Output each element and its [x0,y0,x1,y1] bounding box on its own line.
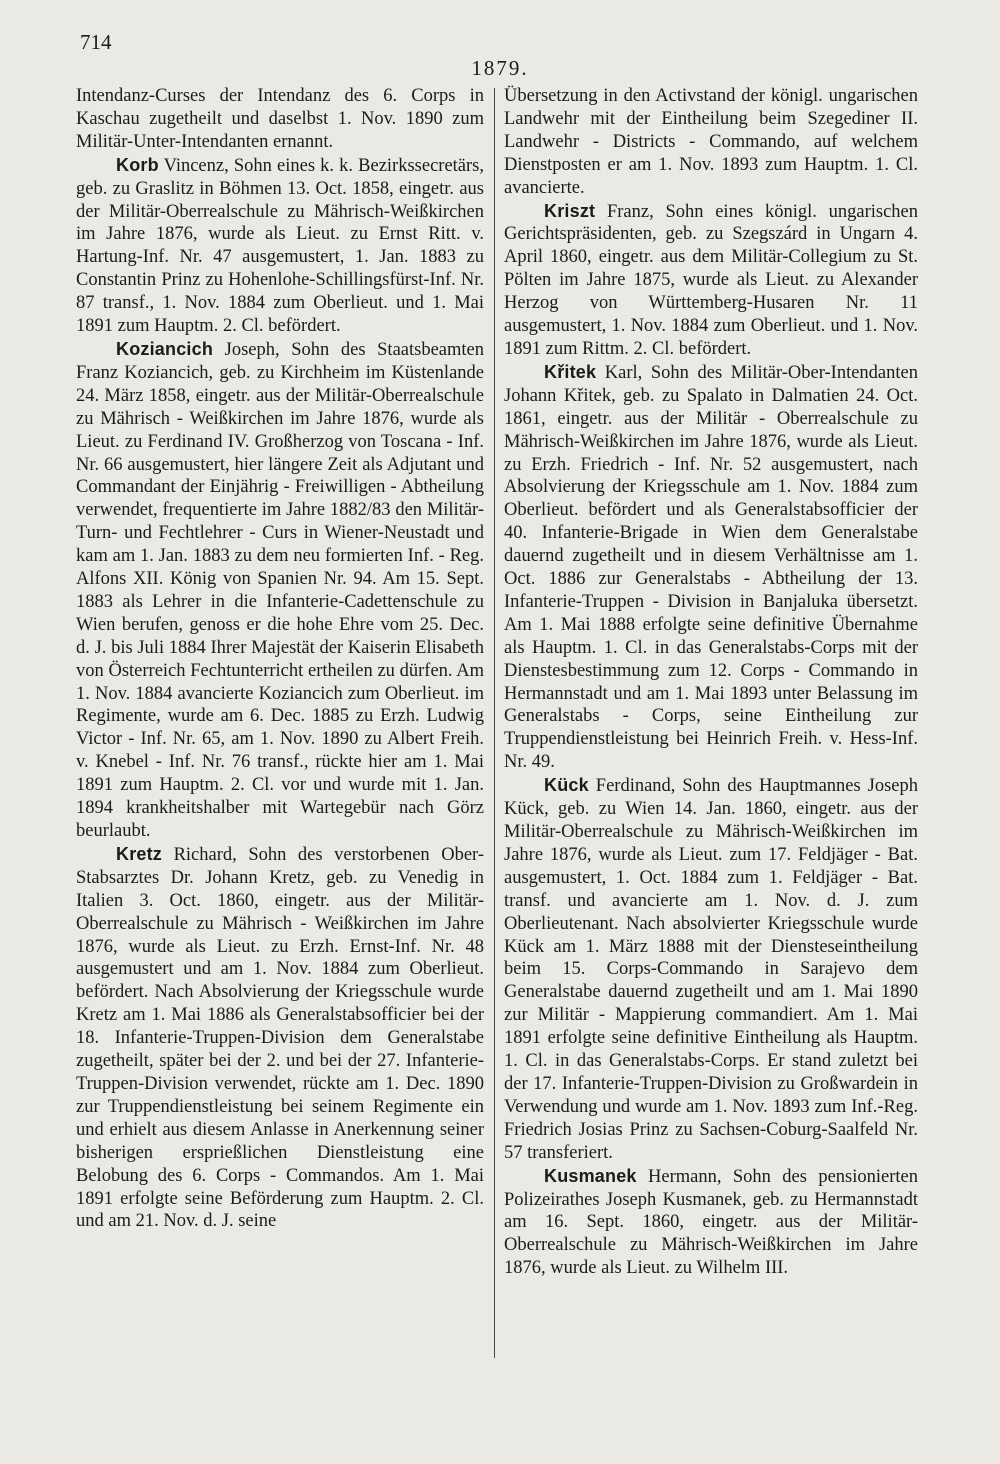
right-column [504,84,918,1280]
entry-text: Joseph, Sohn des Staatsbeamten Franz Koziancich, geb. zu Kirchheim im Küstenlande 24. März 1858, eingetr. aus der Militär-Oberrealschule zu Mährisch - Weißkirchen im Jahre 1876, wurde als Lieut. zu Ferdinand IV. Großherzog von Toscana - Inf. Nr. 66 ausgemustert, hier längere Zeit als Adjutant und Commandant der Einjährig - Freiwilligen - Abtheilung verwendet, frequentierte im Jahre 1882/83 den Militär-Turn- und Fechtlehrer - Curs in Wiener-Neustadt und kam am 1. Jan. 1883 zu dem neu formierten Inf. - Reg. Alfons XII. König von Spanien Nr. 94. Am 15. Sept. 1883 als Lehrer in die Infanterie-Cadettenschule zu Wien berufen, genoss er die hohe Ehre vom 25. Dec. d. J. bis Juli 1884 Ihrer Majestät der Kaiserin Elisabeth von Österreich Fechtunterricht ertheilen zu dürfen. Am 1. Nov. 1884 avancierte Koziancich zum Oberlieut. im Regimente, wurde am 6. Dec. 1885 zu Erzh. Ludwig Victor - Inf. Nr. 65, am 1. Nov. 1890 zu Albert Freih. v. Knebel - Inf. Nr. 76 transf., rückte hier am 1. Mai 1891 zum Hauptm. 2. Cl. vor und wurde mit 1. Jan. 1894 krankheitshalber mit Wartegebür nach Görz beurlaubt. [76,339,484,841]
entry-text: Hermann, Sohn des pensionierten Polizeirathes Joseph Kusmanek, geb. zu Hermannstadt am 16. Sept. 1860, eingetr. aus der Militär-Oberrealschule zu Mährisch-Weißkirchen im Jahre 1876, wurde als Lieut. zu Wilhelm III. [504,1166,918,1279]
entry-continuation [504,84,918,200]
entry-text: Ferdinand, Sohn des Hauptmannes Joseph Kück, geb. zu Wien 14. Jan. 1860, eingetr. aus der Militär-Oberrealschule zu Mährisch-Weißkirchen im Jahre 1876, wurde als Lieut. zum 17. Feldjäger - Bat. ausgemustert, 1. Oct. 1884 zum 1. Feldjäger - Bat. transf. und avancierte am 1. Nov. d. J. zum Oberlieutenant. Nach absolvierter Kriegsschule wurde Kück am 1. März 1888 mit der Diensteseintheilung beim 15. Corps-Commando in Sarajevo dem Generalstabe dauernd zugetheilt und am 1. Mai 1890 zur Militär - Mappierung commandiert. Am 1. Mai 1891 erfolgte seine definitive Eintheilung als Hauptm. 1. Cl. in das Generalstabs-Corps. Er stand zuletzt bei der 17. Infanterie-Truppen-Division zu Großwardein in Verwendung und wurde am 1. Nov. 1893 zum Inf.-Reg. Friedrich Josias Prinz zu Sachsen-Coburg-Saalfeld Nr. 57 transferiert. [504,776,918,1163]
entry-text: Richard, Sohn des verstorbenen Ober-Stabsarztes Dr. Johann Kretz, geb. zu Venedig in Italien 3. Oct. 1860, eingetr. aus der Militär-Oberrealschule zu Mährisch - Weißkirchen im Jahre 1876, wurde als Lieut. zu Erzh. Ernst-Inf. Nr. 48 ausgemustert und am 1. Nov. 1884 zum Oberlieut. befördert. Nach Absolvierung der Kriegsschule wurde Kretz am 1. Mai 1886 als Generalstabsofficier bei der 18. Infanterie-Truppen-Division dem Generalstabe zugetheilt, später bei der 2. und bei der 27. Infanterie-Truppen-Division verwendet, rückte am 1. Dec. 1890 zur Truppendienstleistung bei seinem Regimente ein und erhielt aus diesem Anlasse in Anerkennung seiner bisherigen ersprießlichen Dienstleistung eine Belobung des 6. Corps - Commandos. Am 1. Mai 1891 erfolgte seine Beförderung zum Hauptm. 2. Cl. und am 21. Nov. d. J. seine [76,844,484,1232]
entry-korb [76,154,484,338]
column-divider [494,88,495,1358]
entry-name: Korb [116,154,159,175]
entry-name: Koziancich [116,338,214,359]
entry-kritek [504,361,918,774]
page-year-header: 1879. [471,56,529,80]
entry-name: Kriszt [544,200,596,221]
entry-name: Křitek [544,361,597,382]
entry-text: Vincenz, Sohn eines k. k. Bezirkssecretärs, geb. zu Graslitz in Böhmen 13. Oct. 1858, eingetr. aus der Militär-Oberrealschule zu Mährisch-Weißkirchen im Jahre 1876, wurde als Lieut. zu Ernst Ritt. v. Hartung-Inf. Nr. 47 ausgemustert, 1. Jan. 1883 zu Constantin Prinz zu Hohenlohe-Schillingsfürst-Inf. Nr. 87 transf., 1. Nov. 1884 zum Oberlieut. und 1. Mai 1891 zum Hauptm. 2. Cl. befördert. [76,155,484,337]
left-column [76,84,484,1233]
entry-name: Kusmanek [544,1165,637,1186]
page-number: 714 [80,30,112,54]
entry-koziancich [76,338,484,843]
entry-name: Kück [544,775,589,796]
entry-kriszt [504,200,918,361]
entry-text: Karl, Sohn des Militär-Ober-Intendanten Johann Křitek, geb. zu Spalato in Dalmatien 24. Oct. 1861, eingetr. aus der Militär - Oberrealschule zu Mährisch-Weißkirchen im Jahre 1876, wurde als Lieut. zu Erzh. Friedrich - Inf. Nr. 52 ausgemustert, nach Absolvierung der Kriegsschule am 1. Nov. 1884 zum Oberlieut. befördert und als Generalstabsofficier der 40. Infanterie-Brigade in Wien dem Generalstabe dauernd zugetheilt und in diesem Verhältnisse am 1. Oct. 1886 zur Generalstabs - Abtheilung der 13. Infanterie-Truppen - Division in Banjaluka übersetzt. Am 1. Mai 1888 erfolgte seine definitive Übernahme als Hauptm. 1. Cl. in das Generalstabs-Corps mit der Dienstesbestimmung zum 12. Corps - Commando in Hermannstadt und am 1. Mai 1893 unter Belassung im Generalstabs - Corps, seine Eintheilung zur Truppendienstleistung bei Heinrich Freih. v. Hess-Inf. Nr. 49. [504,362,918,773]
entry-name: Kretz [116,843,163,864]
entry-continuation [76,84,484,154]
entry-text: Übersetzung in den Activstand der königl. ungarischen Landwehr mit der Eintheilung beim Szegediner II. Landwehr - Districts - Commando, auf welchem Dienstposten er am 1. Nov. 1893 zum Hauptm. 1. Cl. avancierte. [504,86,918,198]
entry-kretz [76,843,484,1233]
entry-kueck [504,774,918,1164]
entry-kusmanek [504,1165,918,1281]
entry-text: Intendanz-Curses der Intendanz des 6. Corps in Kaschau zugetheilt und daselbst 1. Nov. 1890 zum Militär-Unter-Intendanten ernannt. [76,86,484,152]
entry-text: Franz, Sohn eines königl. ungarischen Gerichtspräsidenten, geb. zu Szegszárd in Ungarn 4. April 1860, eingetr. aus dem Militär-Collegium zu St. Pölten im Jahre 1875, wurde als Lieut. zu Alexander Herzog von Württemberg-Husaren Nr. 11 ausgemustert, 1. Nov. 1884 zum Oberlieut. und 1. Nov. 1891 zum Rittm. 2. Cl. befördert. [504,201,918,359]
